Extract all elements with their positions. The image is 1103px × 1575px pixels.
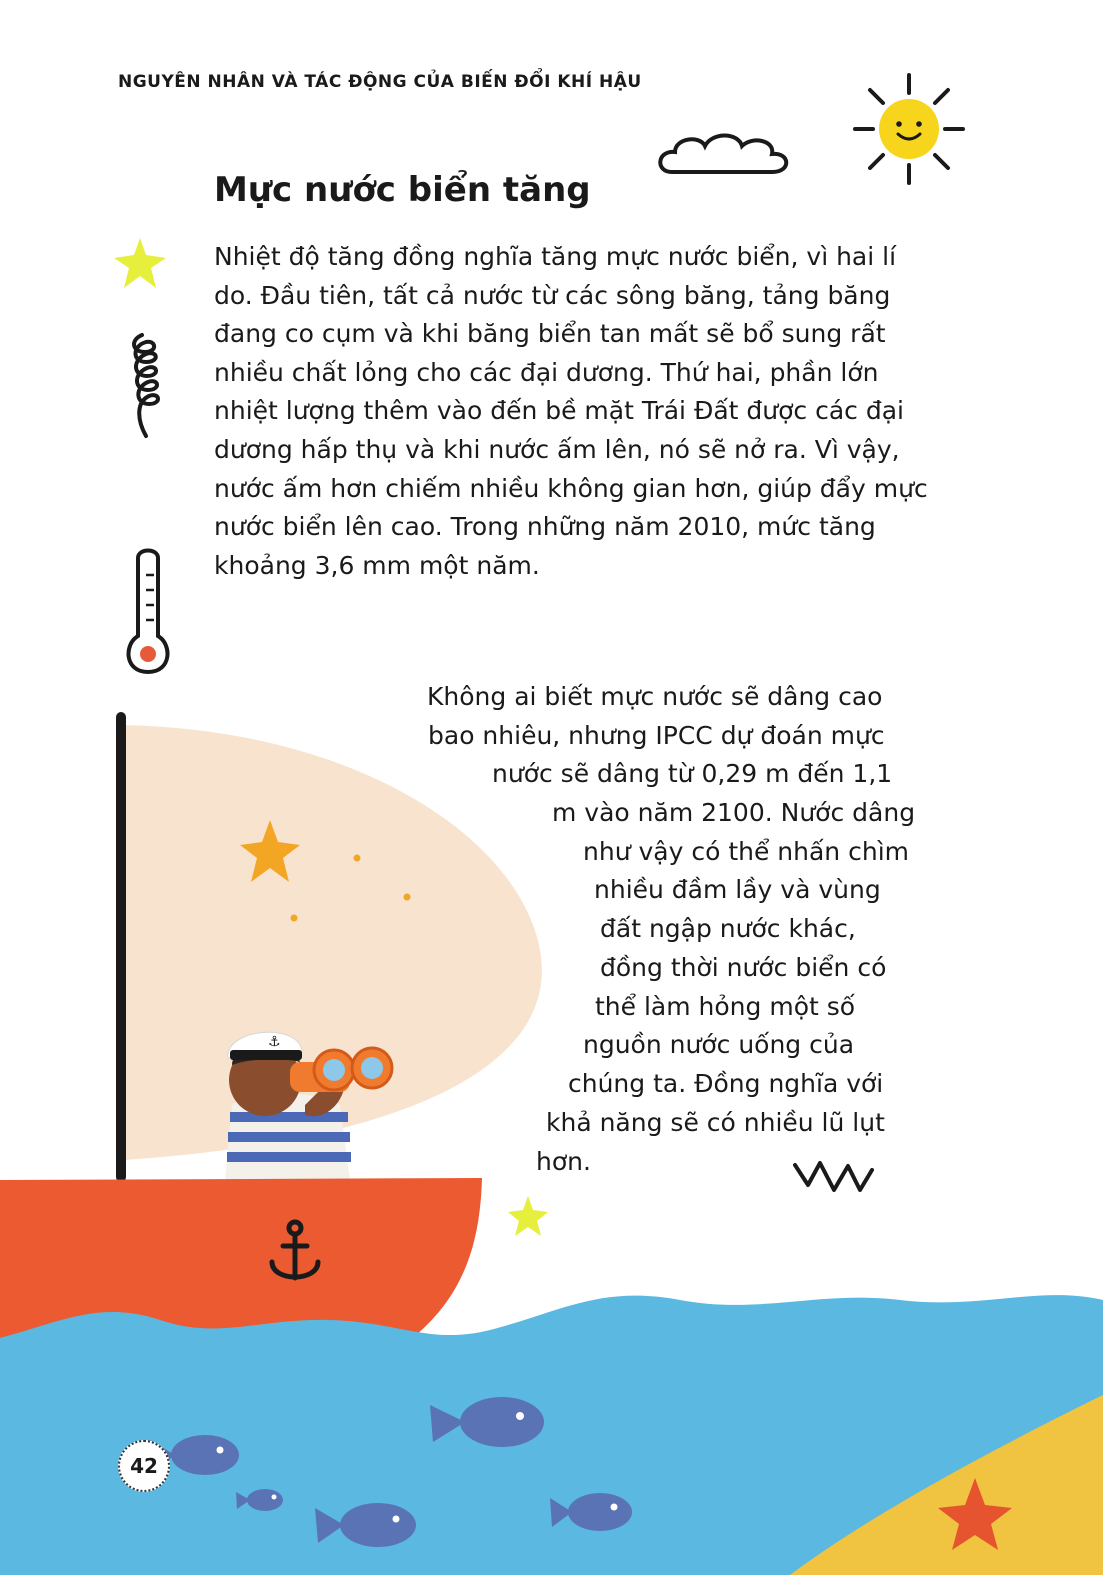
body-line: nhiệt lượng thêm vào đến bề mặt Trái Đất được các đại (214, 396, 904, 426)
side-line: m vào năm 2100. Nước dâng (552, 798, 916, 827)
body-line: dương hấp thụ và khi nước ấm lên, nó sẽ nở ra. Vì vậy, (214, 434, 900, 464)
boat-hull (0, 1178, 482, 1340)
zigzag-icon (795, 1163, 872, 1190)
page-number: 42 (118, 1440, 170, 1492)
side-line: thể làm hỏng một số (595, 992, 856, 1021)
page-title: Mực nước biển tăng (214, 170, 591, 210)
side-line: nhiều đầm lầy và vùng (594, 875, 881, 904)
star-icon (508, 1196, 548, 1236)
side-line: chúng ta. Đồng nghĩa với (568, 1069, 884, 1098)
side-line: khả năng sẽ có nhiều lũ lụt (546, 1108, 885, 1137)
body-line: nước biển lên cao. Trong những năm 2010, mức tăng (214, 512, 876, 542)
body-line: nước ấm hơn chiếm nhiều không gian hơn, giúp đẩy mực (214, 473, 928, 503)
side-line: nước sẽ dâng từ 0,29 m đến 1,1 (492, 759, 893, 788)
cloud-icon (660, 136, 786, 173)
body-line: khoảng 3,6 mm một năm. (214, 550, 540, 580)
side-line: như vậy có thể nhấn chìm (583, 837, 909, 866)
side-line: bao nhiêu, nhưng IPCC dự đoán mực (428, 721, 885, 750)
body-paragraph (214, 238, 934, 585)
body-line: đang co cụm và khi băng biển tan mất sẽ bổ sung rất (214, 319, 886, 349)
body-line: Nhiệt độ tăng đồng nghĩa tăng mực nước biển, vì hai lí (214, 242, 897, 271)
star-icon (114, 238, 166, 288)
side-line: hơn. (536, 1147, 591, 1176)
body-line: nhiều chất lỏng cho các đại dương. Thứ hai, phần lớn (214, 357, 879, 387)
running-header: NGUYÊN NHÂN VÀ TÁC ĐỘNG CỦA BIẾN ĐỔI KHÍ HẬU (118, 72, 642, 92)
thermometer-icon (129, 551, 168, 673)
svg-text:⚓: ⚓ (268, 1034, 281, 1050)
side-line: Không ai biết mực nước sẽ dâng cao (427, 682, 883, 711)
side-line: đồng thời nước biển có (600, 953, 887, 982)
sun-icon (855, 75, 963, 183)
spring-squiggle-icon (134, 335, 158, 436)
side-line: đất ngập nước khác, (600, 914, 856, 943)
body-line: do. Đầu tiên, tất cả nước từ các sông băng, tảng băng (214, 280, 891, 310)
side-line: nguồn nước uống của (583, 1030, 855, 1059)
mast (116, 712, 126, 1182)
